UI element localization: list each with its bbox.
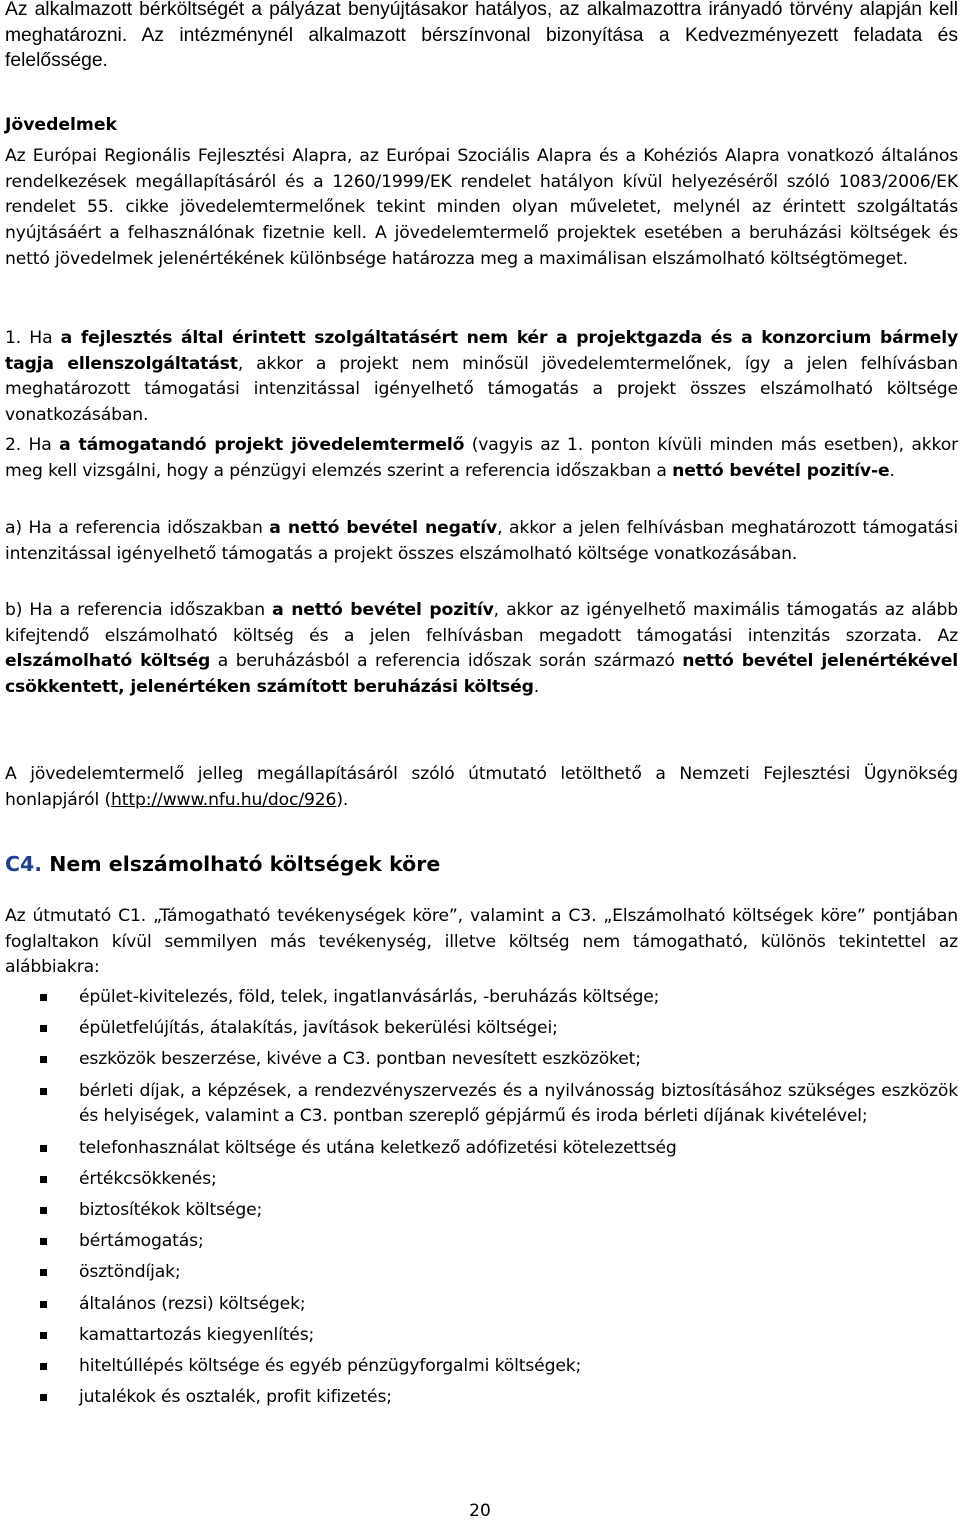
square-bullet-icon <box>40 1238 47 1245</box>
item-2-mid: (vagyis az 1. ponton kívüli minden más esetben), akkor meg kell vizsgálni, hogy a pénzügyi elemzés szerint a referencia időszakban a <box>5 435 958 481</box>
list-item: általános (rezsi) költségek; <box>5 1292 958 1318</box>
item-b-prefix: b) Ha a referencia időszakban <box>5 600 273 620</box>
item-a-prefix: a) Ha a referencia időszakban <box>5 518 270 538</box>
square-bullet-icon <box>40 1332 47 1339</box>
list-item: eszközök beszerzése, kivéve a C3. pontban nevesített eszközöket; <box>5 1047 958 1073</box>
jovedelmek-paragraph: Az Európai Regionális Fejlesztési Alapra, az Európai Szociális Alapra és a Kohéziós Alapra vonatkozó általános rendelkezések megállapításáról és a 1260/1999/EK rendelet hatályon kívül helyezéséről szóló 1083/2006/EK rendelet 55. cikke jövedelemtermelőnek tekint minden olyan műveletet, melynél az érintett szolgáltatás nyújtásáért a felhasználónak fizetnie kell. A jövedelemtermelő projektek esetében a beruházási költségek és nettó jövedelmek jelenértékének különbsége határozza meg a maximálisan elszámolható költségtömeget. <box>5 146 958 269</box>
jovedelmek-item-2 <box>5 433 958 484</box>
guide-text-2: ). <box>336 789 349 810</box>
item-1-bold: a fejlesztés által érintett szolgáltatásért nem kér a projektgazda és a konzorcium bármely tagja ellenszolgáltatást <box>5 328 958 374</box>
page-number: 20 <box>469 1501 491 1521</box>
square-bullet-icon <box>40 1207 47 1214</box>
square-bullet-icon <box>40 1056 47 1063</box>
guide-text-1: A jövedelemtermelő jelleg megállapításáról szóló útmutató letölthető a Nemzeti Fejlesztési Ügynökség honlapjáról ( <box>5 764 958 810</box>
list-item: bértámogatás; <box>5 1229 958 1255</box>
intro-paragraph: Az alkalmazott bérköltségét a pályázat benyújtásakor hatályos, az alkalmazottra irányadó törvény alapján kell meghatározni. Az intézménynél alkalmazott bérszínvonal bizonyítása a Kedvezményezett feladata és felelőssége. <box>5 0 958 72</box>
nfu-link[interactable]: http://www.nfu.hu/doc/926 <box>111 789 337 810</box>
item-b-bold-2: elszámolható költség <box>5 651 211 672</box>
item-a-rest: , akkor a jelen felhívásban meghatározott támogatási intenzitással igényelhető támogatás a projekt összes elszámolható költsége vonatkozásában. <box>5 518 958 564</box>
c4-intro-paragraph: Az útmutató C1. „Támogatható tevékenységek köre”, valamint a C3. „Elszámolható költségek köre” pontjában foglaltakon kívül semmilyen más tevékenység, illetve költség nem támogatható, különös tekintettel az alábbiakra: <box>5 906 958 978</box>
item-1-rest: , akkor a projekt nem minősül jövedelemtermelőnek, így a jelen felhívásban meghatározott támogatási intenzitással igényelhető támogatás a projekt összes elszámolható költsége vonatkozásában. <box>5 353 958 426</box>
list-item: épület-kivitelezés, föld, telek, ingatlanvásárlás, -beruházás költsége; <box>5 985 958 1011</box>
jovedelmek-item-1 <box>5 326 958 429</box>
list-item: telefonhasználat költsége és utána keletkező adófizetési kötelezettség <box>5 1136 958 1162</box>
item-2-bold-1: a támogatandó projekt jövedelemtermelő <box>59 435 465 455</box>
guide-paragraph <box>5 762 958 813</box>
item-2-end: . <box>889 460 895 481</box>
item-b-mid-2: a beruházásból a referencia időszak során származó <box>210 651 683 672</box>
list-item: bérleti díjak, a képzések, a rendezvényszervezés és a nyilvánosság biztosításához szükséges eszközök és helyiségek, valamint a C3. pontban szereplő gépjármű és iroda bérleti díjának kivételével; <box>5 1079 958 1130</box>
jovedelmek-heading: Jövedelmek <box>5 115 117 135</box>
c4-section-title: Nem elszámolható költségek köre <box>49 852 441 876</box>
list-item: jutalékok és osztalék, profit kifizetés; <box>5 1385 958 1411</box>
square-bullet-icon <box>40 1145 47 1152</box>
list-item: értékcsökkenés; <box>5 1167 958 1193</box>
square-bullet-icon <box>40 994 47 1001</box>
list-item: biztosítékok költsége; <box>5 1198 958 1224</box>
list-item: kamattartozás kiegyenlítés; <box>5 1323 958 1349</box>
jovedelmek-item-b <box>5 598 958 701</box>
square-bullet-icon <box>40 1269 47 1276</box>
item-1-prefix: 1. Ha <box>5 328 61 348</box>
c4-section-number: C4. <box>5 852 43 876</box>
square-bullet-icon <box>40 1394 47 1401</box>
item-a-bold: a nettó bevétel negatív <box>269 518 498 538</box>
jovedelmek-item-a <box>5 516 958 567</box>
list-item: épületfelújítás, átalakítás, javítások bekerülési költségei; <box>5 1016 958 1042</box>
item-b-bold-1: a nettó bevétel pozitív <box>272 600 494 620</box>
item-b-bold-3: nettó bevétel jelenértékével csökkentett, jelenértéken számított beruházási költség <box>5 651 958 698</box>
square-bullet-icon <box>40 1176 47 1183</box>
list-item: ösztöndíjak; <box>5 1260 958 1286</box>
item-2-bold-2: nettó bevétel pozitív-e <box>672 460 890 481</box>
item-b-end: . <box>533 677 540 698</box>
square-bullet-icon <box>40 1025 47 1032</box>
square-bullet-icon <box>40 1088 47 1095</box>
item-2-prefix: 2. Ha <box>5 435 60 455</box>
square-bullet-icon <box>40 1363 47 1370</box>
square-bullet-icon <box>40 1301 47 1308</box>
item-b-mid-1: , akkor az igényelhető maximális támogatás az alább kifejtendő elszámolható költség és a jelen felhívásban megadott támogatási intenzitás szorzata. Az <box>5 600 958 646</box>
c4-excluded-costs-list <box>5 985 958 1416</box>
list-item: hiteltúllépés költsége és egyéb pénzügyforgalmi költségek; <box>5 1354 958 1380</box>
c4-section-heading <box>5 852 440 876</box>
